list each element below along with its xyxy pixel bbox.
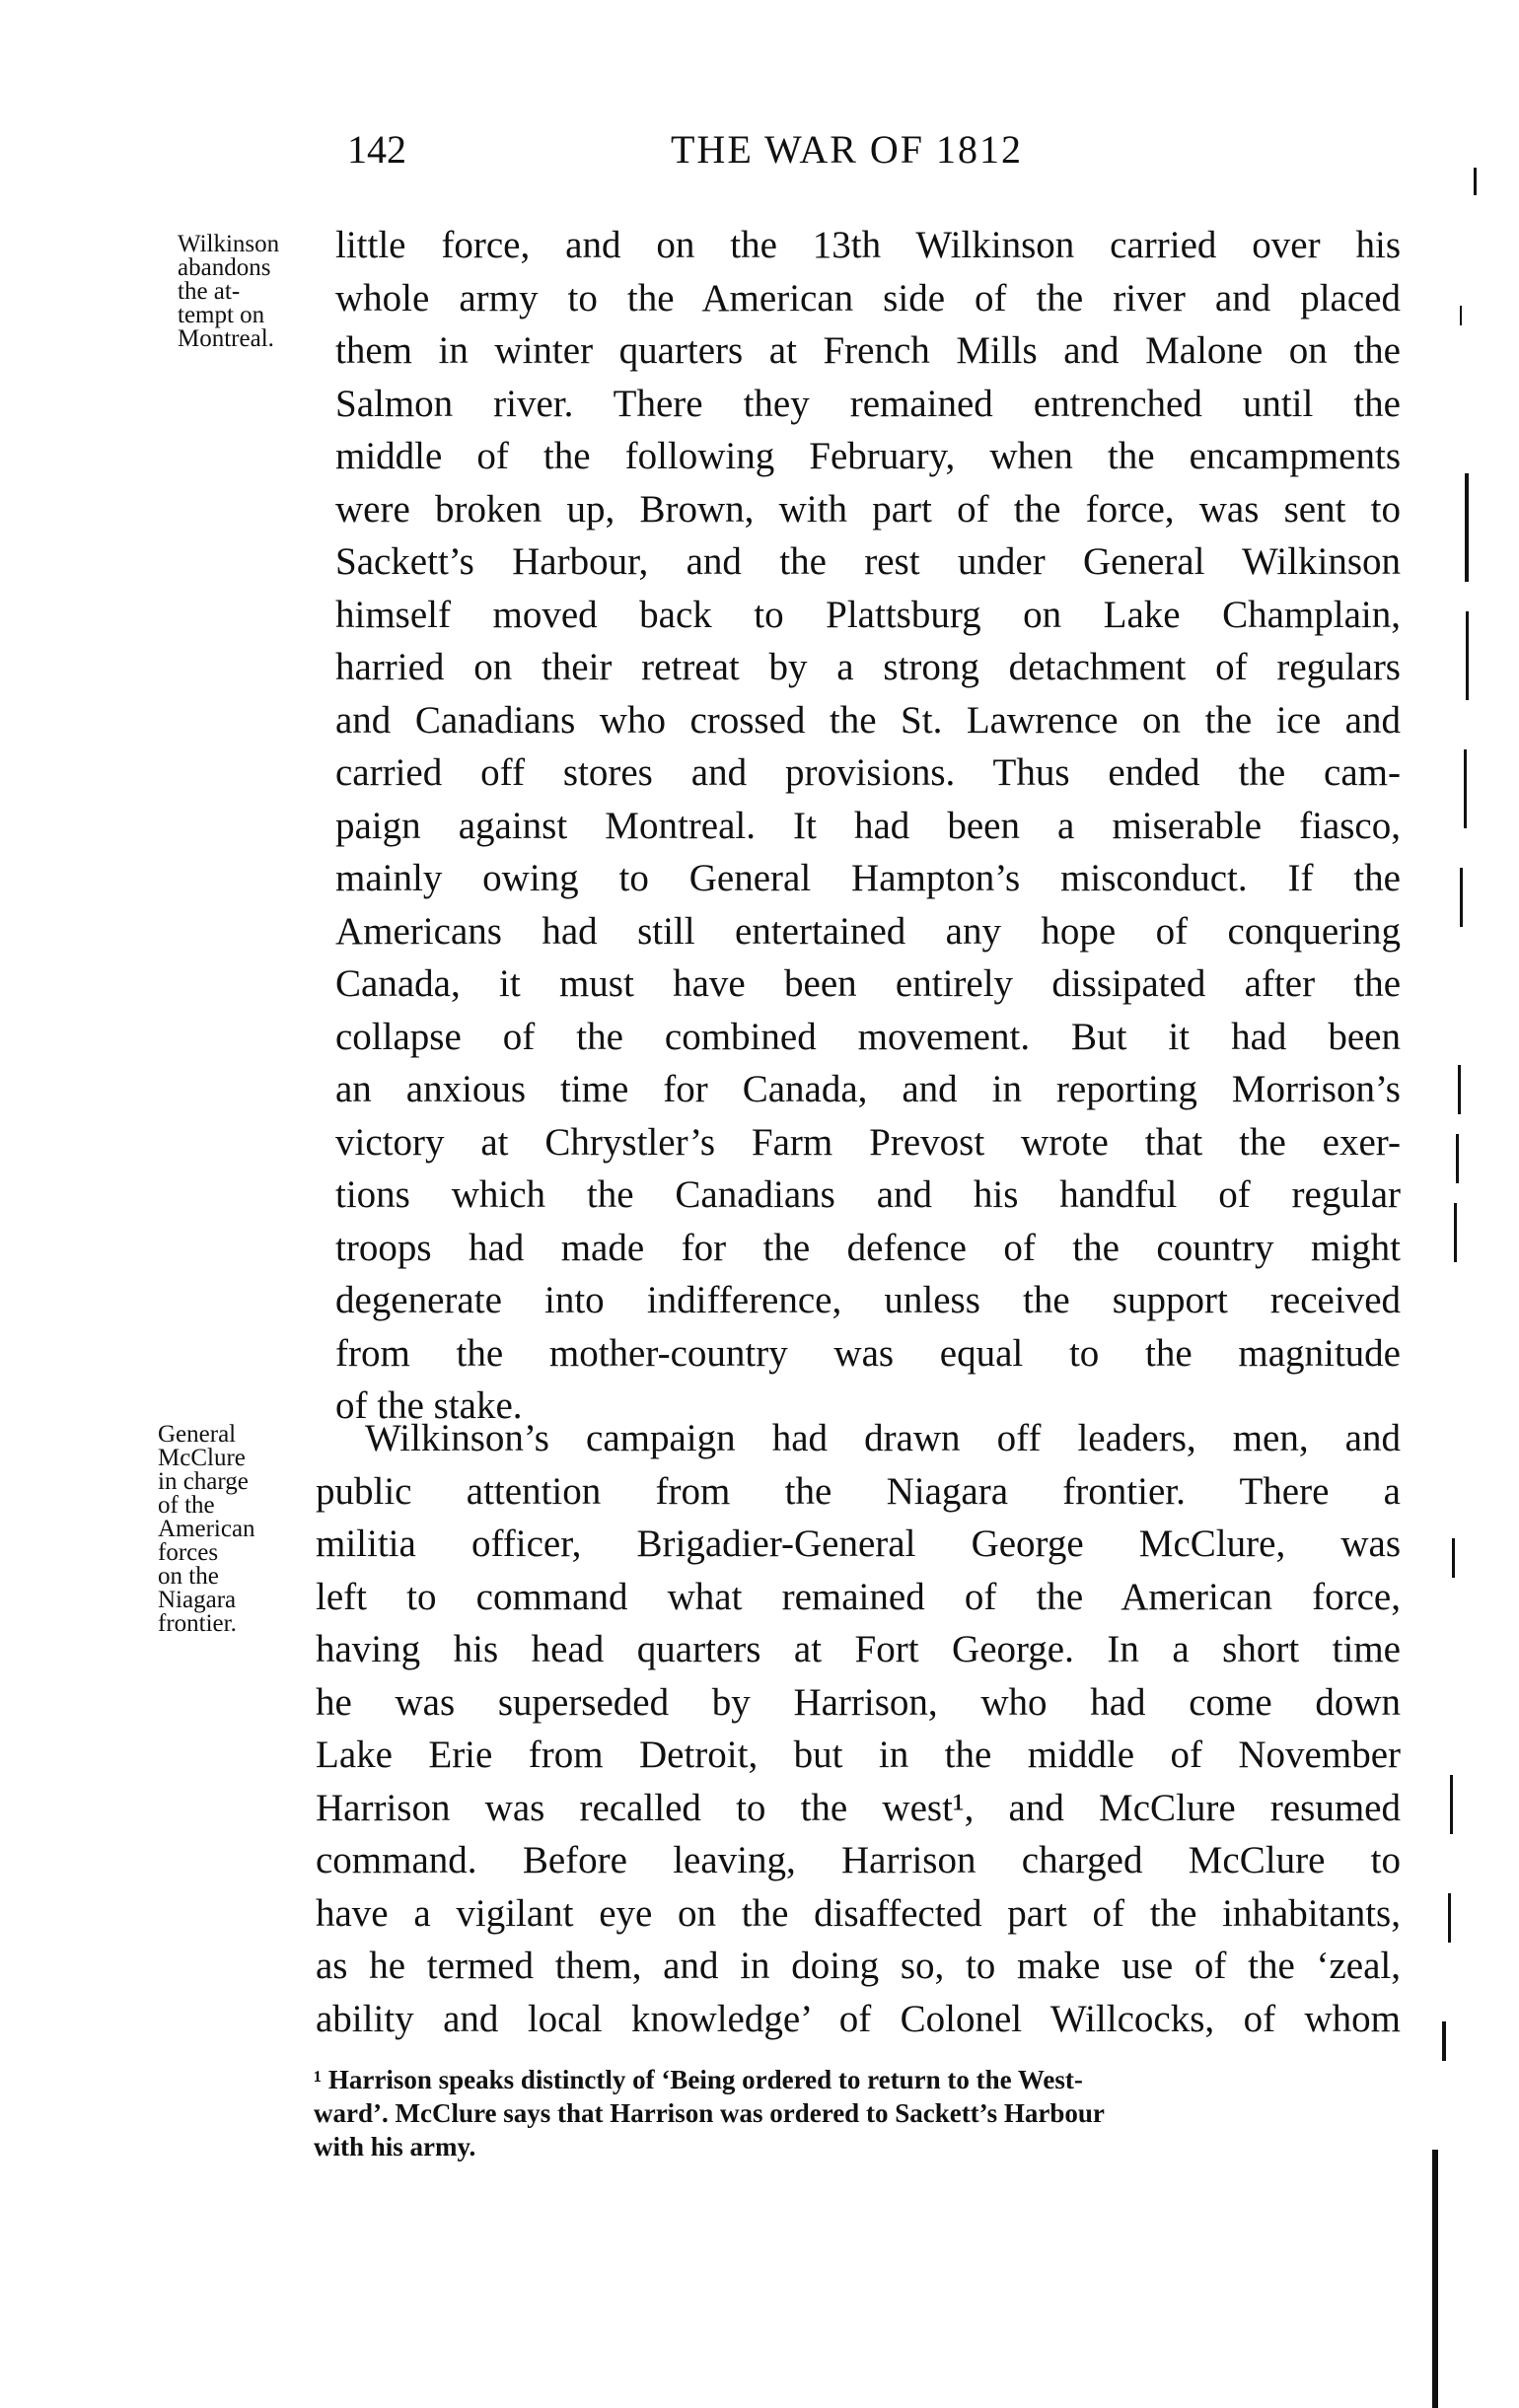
text-line: middle of the following February, when the encampments [335,435,1401,477]
text-line: little force, and on the 13th Wilkinson carried over his [335,224,1401,266]
margin-note-line: General [158,1421,237,1448]
text-line: Salmon river. There they remained entrenched until the [335,382,1401,425]
margin-note-line: forces [158,1539,219,1566]
text-line: left to command what remained of the American force, [316,1575,1401,1618]
page-edge-mark [1454,1203,1457,1262]
footnote-line: ¹ Harrison speaks distinctly of ‘Being ordered to return to the West- [314,2065,1083,2094]
text-line: himself moved back to Plattsburg on Lake Champlain, [335,593,1401,636]
text-line: victory at Chrystler’s Farm Prevost wrote that the exer- [335,1120,1401,1164]
text-line: collapse of the combined movement. But it had been [335,1015,1401,1058]
margin-note-line: McClure [158,1445,246,1471]
page-edge-mark [1450,1775,1453,1834]
running-head [335,126,1124,185]
text-line: ability and local knowledge’ of Colonel Willcocks, of whom [316,1997,1401,2040]
body-paragraph-1 [335,219,1401,1433]
page-edge-mark [1448,1893,1451,1943]
footnote-line: ward’. McClure says that Harrison was ordered to Sackett’s Harbour [314,2098,1105,2128]
text-line: and Canadians who crossed the St. Lawrence on the ice and [335,698,1401,742]
page-edge-mark [1466,611,1469,700]
margin-note-line: Niagara [158,1587,237,1613]
margin-note-wilkinson [178,233,326,351]
page-binding-edge [1432,2150,1438,2408]
page-number: 142 [347,127,406,172]
margin-note-line: abandons [178,254,271,281]
text-line: Harrison was recalled to the west¹, and McClure resumed [316,1786,1401,1829]
text-line: militia officer, Brigadier-General George McClure, was [316,1523,1401,1565]
body-paragraph-2 [316,1412,1401,2045]
footnote-line: with his army. [314,2132,476,2161]
text-line: from the mother-country was equal to the magnitude [335,1331,1401,1375]
page-edge-mark [1460,868,1463,927]
margin-note-line: tempt on [178,302,265,328]
margin-note-line: American [158,1516,255,1542]
text-line: were broken up, Brown, with part of the force, was sent to [335,487,1401,531]
page-edge-mark [1456,1134,1459,1183]
page-edge-mark [1458,1065,1461,1114]
text-line: whole army to the American side of the river and placed [335,276,1401,319]
text-line: paign against Montreal. It had been a miserable fiasco, [335,804,1401,847]
text-line: degenerate into indifference, unless the support received [335,1279,1401,1321]
text-line: Canada, it must have been entirely dissipated after the [335,962,1401,1005]
text-line: command. Before leaving, Harrison charged McClure to [316,1839,1401,1881]
text-line: Sackett’s Harbour, and the rest under General Wilkinson [335,540,1401,583]
text-line: public attention from the Niagara frontier. There a [316,1469,1401,1513]
text-line: having his head quarters at Fort George. In a short time [316,1628,1401,1670]
page-edge-mark [1465,473,1469,582]
text-line: Lake Erie from Detroit, but in the middle of November [316,1734,1401,1776]
margin-note-line: on the [158,1563,219,1590]
text-line: troops had made for the defence of the country might [335,1226,1401,1269]
text-line: as he termed them, and in doing so, to make use of the ‘zeal, [316,1945,1401,1987]
page-edge-mark [1452,1538,1455,1578]
page-edge-mark [1464,749,1467,828]
page-edge-mark [1460,306,1462,325]
margin-note-line: Montreal. [178,325,274,352]
text-line: tions which the Canadians and his handful of regular [335,1173,1401,1216]
text-line: them in winter quarters at French Mills and Malone on the [335,329,1401,372]
text-line: have a vigilant eye on the disaffected part of the inhabitants, [316,1891,1401,1935]
text-line: carried off stores and provisions. Thus ended the cam- [335,751,1401,794]
text-line: he was superseded by Harrison, who had come down [316,1680,1401,1724]
footnote [314,2063,1399,2163]
margin-note-line: frontier. [158,1610,237,1637]
margin-note-line: in charge [158,1468,249,1495]
text-line: mainly owing to General Hampton’s misconduct. If the [335,857,1401,899]
text-line: Americans had still entertained any hope of conquering [335,909,1401,953]
text-line: harried on their retreat by a strong detachment of regulars [335,646,1401,688]
page-edge-mark [1474,168,1477,195]
text-line: Wilkinson’s campaign had drawn off leaders, men, and [365,1417,1401,1459]
running-title: THE WAR OF 1812 [671,127,1024,172]
text-line: of the stake. [335,1384,523,1427]
margin-note-mcclure [158,1423,306,1636]
text-line: an anxious time for Canada, and in reporting Morrison’s [335,1068,1401,1110]
margin-note-line: of the [158,1492,215,1519]
margin-note-line: Wilkinson [178,231,280,257]
page-edge-mark [1442,2021,1446,2061]
margin-note-line: the at- [178,278,241,305]
